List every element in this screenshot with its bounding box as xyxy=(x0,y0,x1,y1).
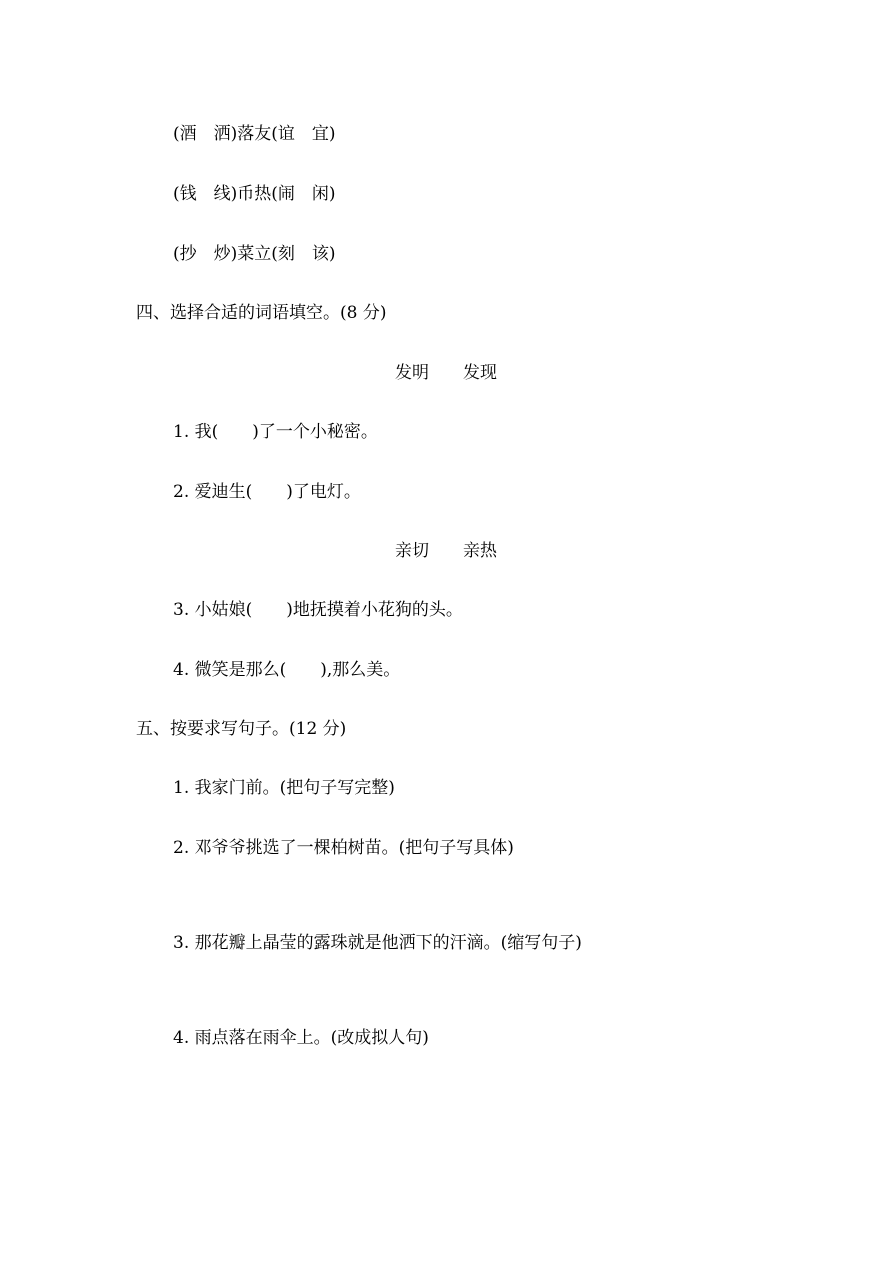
section5-question-3: 3. 那花瓣上晶莹的露珠就是他洒下的汗滴。(缩写句子) xyxy=(173,933,582,953)
word-choice: 发现 xyxy=(463,363,497,383)
section3-item-3: (抄 炒)菜立(刻 该) xyxy=(173,244,336,264)
section5-question-4: 4. 雨点落在雨伞上。(改成拟人句) xyxy=(173,1028,429,1048)
word-choice: 亲热 xyxy=(463,541,497,561)
word-choice: 亲切 xyxy=(395,541,429,561)
section5-heading: 五、按要求写句子。(12 分) xyxy=(136,719,347,739)
section4-question-1: 1. 我( )了一个小秘密。 xyxy=(173,422,378,442)
section4-question-4: 4. 微笑是那么( ),那么美。 xyxy=(173,660,401,680)
section3-item-1: (酒 洒)落友(谊 宜) xyxy=(173,124,336,144)
section4-heading: 四、选择合适的词语填空。(8 分) xyxy=(136,303,387,323)
word-choice-group-1 xyxy=(0,362,892,384)
section5-question-1: 1. 我家门前。(把句子写完整) xyxy=(173,778,395,798)
section4-question-3: 3. 小姑娘( )地抚摸着小花狗的头。 xyxy=(173,600,463,620)
word-choice-group-2 xyxy=(0,540,892,562)
section4-question-2: 2. 爱迪生( )了电灯。 xyxy=(173,482,361,502)
section5-question-2: 2. 邓爷爷挑选了一棵柏树苗。(把句子写具体) xyxy=(173,838,514,858)
word-choice: 发明 xyxy=(395,363,429,383)
section3-item-2: (钱 线)币热(闹 闲) xyxy=(173,184,336,204)
